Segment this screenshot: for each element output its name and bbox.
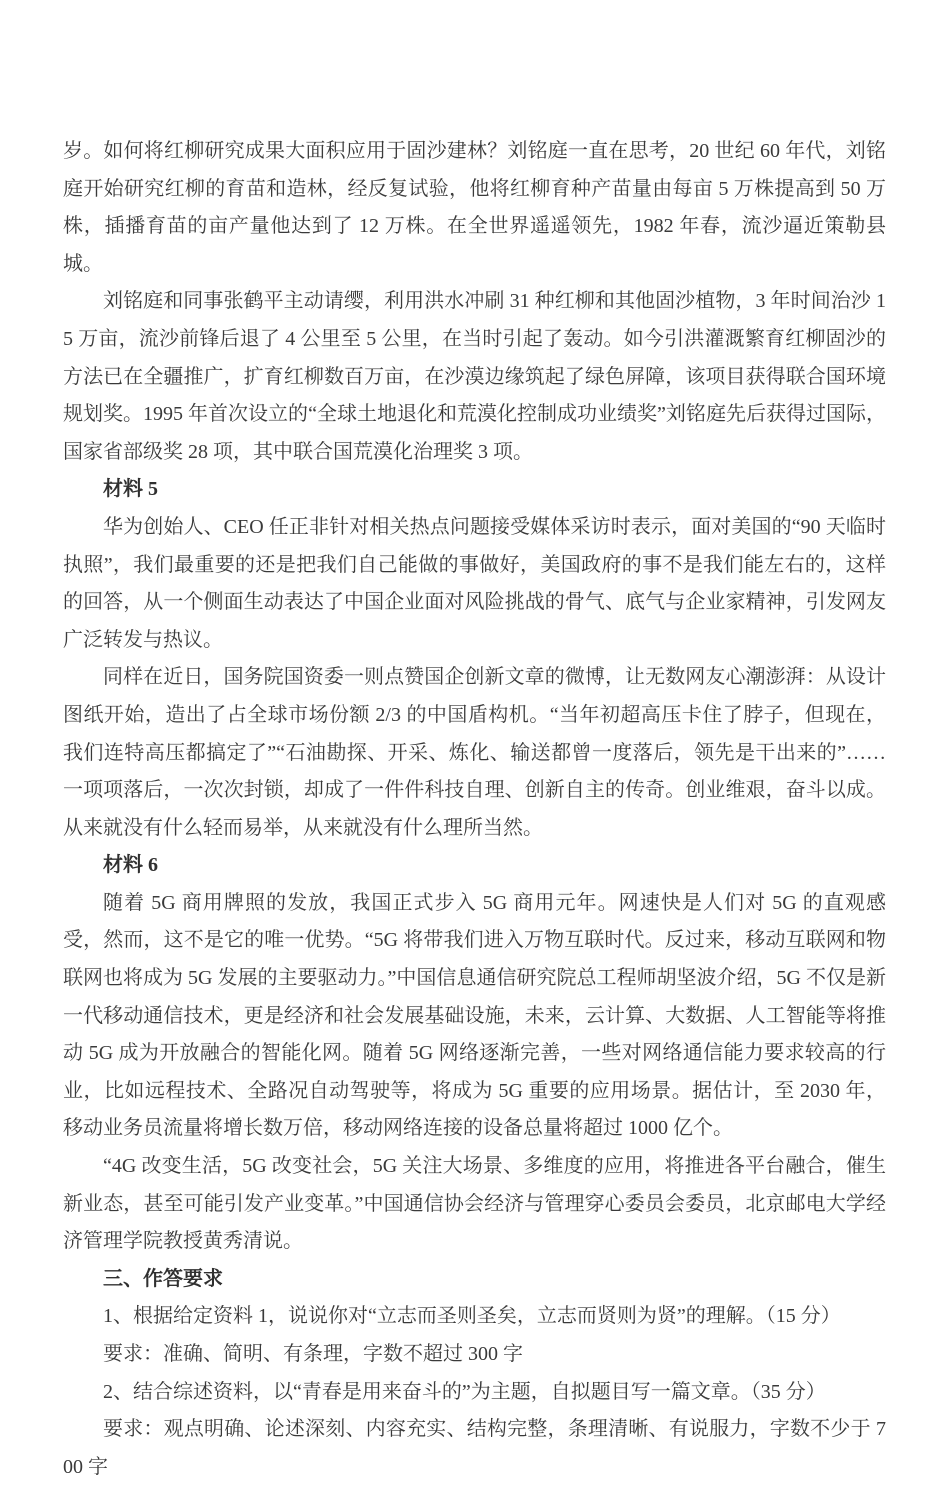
question-1: 1、根据给定资料 1，说说你对“立志而圣则圣矣，立志而贤则为贤”的理解。（15 分） — [103, 1305, 841, 1328]
question-2-requirement: 要求：观点明确、论述深刻、内容充实、结构完整，条理清晰、有说服力，字数不少于 700 字 — [63, 1418, 886, 1478]
material-6-heading: 材料 6 — [103, 854, 158, 877]
paragraph-sasac-weibo: 同样在近日，国务院国资委一则点赞国企创新文章的微博，让无数网友心潮澎湃：从设计图纸开始，造出了占全球市场份额 2/3 的中国盾构机。“当年初超高压卡住了脖子，但现在，我们连特高压都搞定了”“石油勘探、开采、炼化、输送都曾一度落后，领先是干出来的”……一项项落后，一次次封锁，却成了一件件科技自理、创新自主的传奇。创业维艰，奋斗以成。从来就没有什么轻而易举，从来就没有什么理所当然。 — [63, 666, 886, 839]
question-2: 2、结合综述资料，以“青春是用来奋斗的”为主题，自拟题目写一篇文章。（35 分） — [103, 1380, 826, 1403]
paragraph-liuming-ting-research: 岁。如何将红柳研究成果大面积应用于固沙建林？刘铭庭一直在思考，20 世纪 60 年代，刘铭庭开始研究红柳的育苗和造林，经反复试验，他将红柳育种产苗量由每亩 5 万株提高到 50 万株，插播育苗的亩产量他达到了 12 万株。在全世界遥遥领先，1982 年春，流沙逼近策勒县城。 — [63, 140, 886, 275]
paragraph-4g-5g-quote: “4G 改变生活，5G 改变社会，5G 关注大场景、多维度的应用，将推进各平台融合，催生新业态，甚至可能引发产业变革。”中国通信协会经济与管理穿心委员会委员，北京邮电大学经济管理学院教授黄秀清说。 — [63, 1155, 886, 1253]
paragraph-huawei-ceo: 华为创始人、CEO 任正非针对相关热点问题接受媒体采访时表示，面对美国的“90 天临时执照”，我们最重要的还是把我们自己能做的事做好，美国政府的事不是我们能左右的，这样的回答，从一个侧面生动表达了中国企业面对风险挑战的骨气、底气与企业家精神，引发网友广泛转发与热议。 — [63, 515, 886, 651]
paragraph-sand-control-awards: 刘铭庭和同事张鹤平主动请缨，利用洪水冲刷 31 种红柳和其他固沙植物，3 年时间治沙 15 万亩，流沙前锋后退了 4 公里至 5 公里，在当时引起了轰动。如今引洪灌溉繁育红柳固沙的方法已在全疆推广，扩育红柳数百万亩，在沙漠边缘筑起了绿色屏障，该项目获得联合国环境规划奖。1995 年首次设立的“全球土地退化和荒漠化控制成功业绩奖”刘铭庭先后获得过国际，国家省部级奖 28 项，其中联合国荒漠化治理奖 3 项。 — [63, 290, 886, 463]
material-5-heading: 材料 5 — [103, 478, 158, 501]
question-1-requirement: 要求：准确、简明、有条理，字数不超过 300 字 — [103, 1343, 523, 1365]
answer-requirements-heading: 三、作答要求 — [103, 1267, 223, 1290]
paragraph-5g-commercial-era: 随着 5G 商用牌照的发放，我国正式步入 5G 商用元年。网速快是人们对 5G 的直观感受，然而，这不是它的唯一优势。“5G 将带我们进入万物互联时代。反过来，移动互联网和物联网也将成为 5G 发展的主要驱动力。”中国信息通信研究院总工程师胡坚波介绍，5G 不仅是新一代移动通信技术，更是经济和社会发展基础设施，未来，云计算、大数据、人工智能等将推动 5G 成为开放融合的智能化网。随着 5G 网络逐渐完善，一些对网络通信能力要求较高的行业，比如远程技术、全路况自动驾驶等，将成为 5G 重要的应用场景。据估计，至 2030 年，移动业务员流量将增长数万倍，移动网络连接的设备总量将超过 1000 亿个。 — [63, 891, 886, 1140]
